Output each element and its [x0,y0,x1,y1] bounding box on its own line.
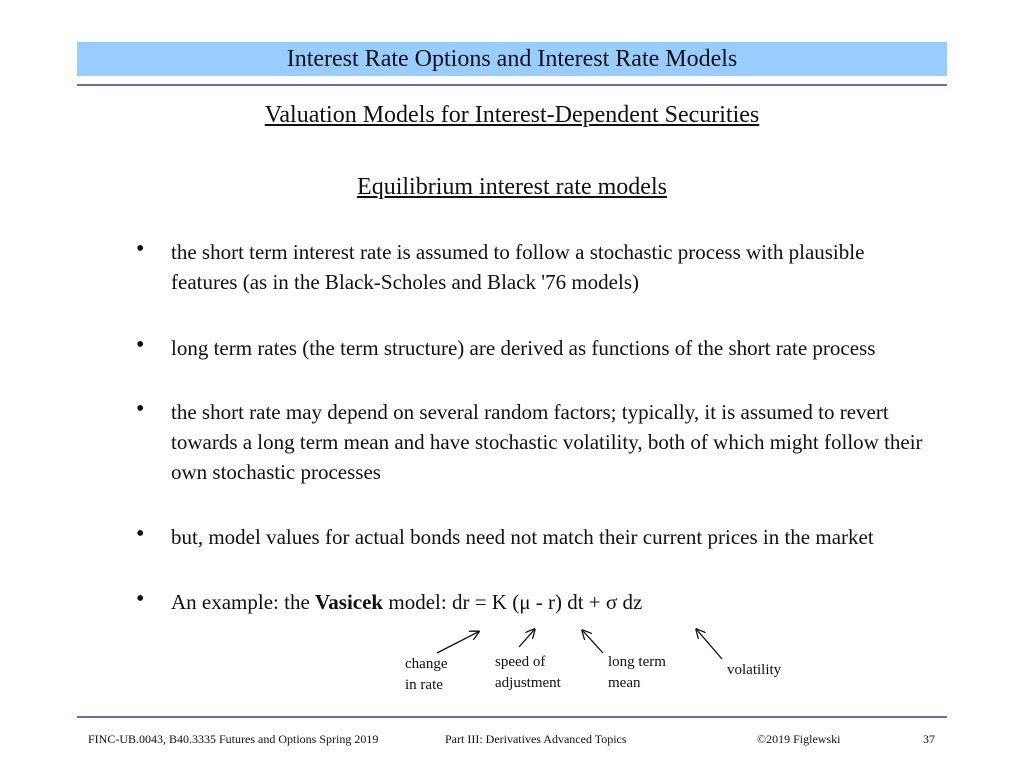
bullet-text: but, model values for actual bonds need not match their current prices in the market [171,525,874,549]
arrow-change [437,632,478,653]
annotation-speed-text: speed of adjustment [495,654,561,691]
bullet-dot-icon: • [136,396,145,422]
example-end: dz [617,590,643,614]
footer-page-number: 37 [923,732,935,746]
footer-divider [77,716,947,718]
footer-course: FINC-UB.0043, B40.3335 Futures and Options Spring 2019 [88,732,379,746]
arrow-speed [519,630,534,647]
slide-title: Interest Rate Options and Interest Rate Models [286,45,738,72]
example-prefix: An example: the [171,590,316,614]
sigma-symbol: σ [605,590,618,614]
bullet-dot-icon: • [136,586,145,612]
example-suffix: model: dr = K ( [383,590,520,614]
arrow-volatility [697,630,722,659]
bullet-dot-icon: • [136,236,145,262]
annotation-mean [608,652,666,694]
bullet-text: the short rate may depend on several random factors; typically, it is assumed to revert towards a long term mean and have stochastic volatility, both of which might follow their own stochastic processes [171,400,923,484]
section-title: Equilibrium interest rate models [357,174,667,200]
slide-subtitle: Valuation Models for Interest-Dependent Securities [264,102,760,128]
mu-symbol: μ [519,590,531,614]
bullet-dot-icon: • [136,332,145,358]
example-mid: - r) dt + [530,590,606,614]
annotation-change [405,654,447,696]
arrow-mean [583,631,603,653]
annotation-change-text: change in rate [405,656,448,693]
annotation-mean-text: long term mean [608,654,666,691]
annotation-volatility-text: volatility [727,662,782,678]
bullet-text: the short term interest rate is assumed to follow a stochastic process with plausible features (as in the Black-Scholes and Black '76 models) [171,240,865,294]
footer-copyright: ©2019 Figlewski [757,732,841,746]
footer-part: Part III: Derivatives Advanced Topics [445,732,627,746]
model-name: Vasicek [315,590,384,614]
annotation-volatility [727,660,781,681]
annotation-speed [495,652,561,694]
bullet-dot-icon: • [136,521,145,547]
bullet-text: long term rates (the term structure) are derived as functions of the short rate process [171,336,876,360]
